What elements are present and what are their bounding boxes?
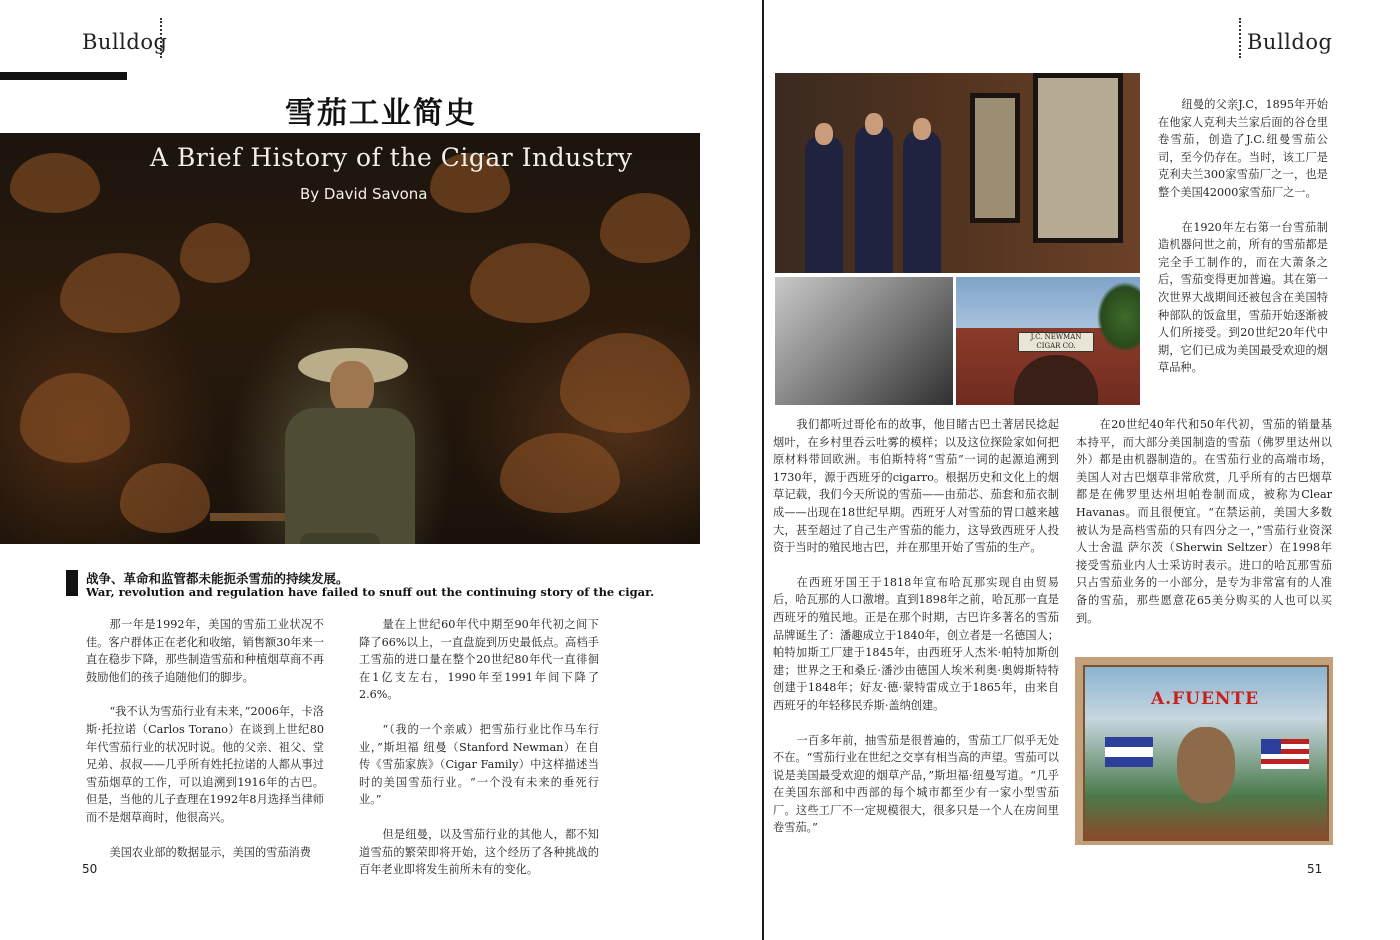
- wall-frame-portrait: [1033, 73, 1123, 243]
- paragraph: “（我的一个亲戚）把雪茄行业比作马车行业，”斯坦福 纽曼（Stanford Newman）在自传《雪茄家族》（Cigar Family）中这样描述当时的美国雪茄行业。“一个没有未来的垂死行业。”: [359, 722, 599, 807]
- left-column-1: [86, 616, 324, 878]
- man-center-head: [865, 113, 883, 135]
- photo-factory-building: [956, 277, 1140, 405]
- flag-left: [1105, 737, 1153, 767]
- wall-frame-small: [970, 93, 1020, 223]
- man-left: [805, 135, 843, 273]
- page-gutter: [762, 0, 764, 940]
- brand-header-right: Bulldog: [1247, 30, 1333, 54]
- paragraph: 美国农业部的数据显示，美国的雪茄消费: [109, 845, 311, 859]
- factory-sign: J.C. NEWMAN CIGAR CO.: [1018, 332, 1094, 352]
- article-byline: By David Savona: [300, 185, 428, 203]
- farmer-body: [285, 408, 415, 544]
- paragraph: 在20世纪40年代和50年代初，雪茄的销量基本持平，而大部分美国制造的雪茄（佛罗里达州以外）都是由机器制造的。在雪茄行业的高端市场，美国人对古巴烟草非常欣赏，几乎所有的古巴烟草都是在佛罗里达州坦帕卷制而成，被称为Clear Havanas。而且很便宜。“在禁运前，美国大多数被认为是高档雪茄的只有四分之一，”雪茄行业资深人士舍温 萨尔茨（Sherwin Seltzer）在1998年接受雪茄业内人士采访时表示。进口的哈瓦那雪茄只占雪茄业务的一小部分，是专为非常富有的人准备的雪茄，那些愿意花65美分购买的人也可以买到。: [1076, 418, 1332, 625]
- article-title-cn: 雪茄工业简史: [285, 96, 477, 131]
- man-center: [855, 125, 893, 273]
- page-number-right: 51: [1307, 862, 1323, 876]
- flag-right: [1261, 739, 1309, 769]
- man-right: [903, 130, 941, 273]
- right-column-2: [1076, 416, 1332, 644]
- header-divider-right: [1239, 18, 1241, 58]
- paragraph: 在西班牙国王于1818年宣布哈瓦那实现自由贸易后，哈瓦那的人口激增。直到1898年之前，哈瓦那一直是西班牙的殖民地。正是在那个时期，古巴许多著名的雪茄品牌诞生了：潘趣成立于1840年，创立者是一名德国人；帕特加斯工厂建于1845年，由西班牙人杰米·帕特加斯创建；世界之王和桑丘·潘沙由德国人埃米利奥·奥姆斯特特创建于1848年；好友·德·蒙特雷成立于1865年，由来自西班牙的年轻移民乔斯·盖纳创建。: [773, 575, 1059, 712]
- photo-fuente-cigar-box: [1075, 657, 1333, 845]
- brand-header-left: Bulldog: [82, 30, 168, 54]
- right-column-1: [773, 416, 1059, 854]
- paragraph: 那一年是1992年，美国的雪茄工业状况不佳。客户群体正在老化和收缩，销售额30年来一直在稳步下降，那些制造雪茄和种植烟草商不再鼓励他们的孩子追随他们的脚步。: [86, 618, 324, 684]
- page-number-left: 50: [82, 862, 98, 876]
- title-accent-bar: [0, 72, 127, 80]
- photo-vintage-illustration: [775, 277, 953, 405]
- lead-accent-bar: [66, 570, 78, 596]
- right-page: [765, 0, 1400, 940]
- header-divider-left: [160, 18, 162, 58]
- man-right-head: [913, 118, 931, 140]
- paragraph: 在1920年左右第一台雪茄制造机器问世之前，所有的雪茄都是完全手工制作的，而在大萧条之后，雪茄变得更加普遍。其在第一次世界大战期间还被包含在美国特种部队的饭盒里，雪茄开始逐渐被人们所接受。到20世纪20年代中期，它们已成为美国最受欢迎的烟草品种。: [1158, 220, 1328, 375]
- man-left-head: [815, 123, 833, 145]
- lead-cn: 战争、革命和监管都未能扼杀雪茄的持续发展。: [86, 571, 349, 586]
- paragraph: 但是纽曼，以及雪茄行业的其他人，都不知道雪茄的繁荣即将开始，这个经历了各种挑战的百年老业即将发生前所未有的变化。: [359, 827, 599, 877]
- box-brand: A.FUENTE: [1150, 689, 1260, 709]
- farmer-head: [330, 361, 374, 415]
- box-portrait: [1177, 727, 1235, 803]
- photo-newman-family: [775, 73, 1140, 273]
- paragraph: “我不认为雪茄行业有未来，”2006年，卡洛斯·托拉诺（Carlos Torano）在谈到上世纪80年代雪茄行业的状况时说。他的父亲、祖父、堂兄弟、叔叔——几乎所有姓托拉诺的人都从事过雪茄烟草的工作，可以追溯到1916年的古巴。但是，当他的儿子查理在1992年8月选择当律师而不是烟草商时，他很高兴。: [86, 705, 324, 824]
- paragraph: 纽曼的父亲J.C，1895年开始在他家人克利夫兰家后面的谷仓里卷雪茄，创造了J.C.纽曼雪茄公司，至今仍存在。当时，该工厂是克利夫兰300家雪茄厂之一，也是整个美国42000家雪茄厂之一。: [1158, 98, 1328, 199]
- article-title-en: A Brief History of the Cigar Industry: [150, 143, 633, 172]
- paragraph: 我们都听过哥伦布的故事，他目睹古巴土著居民捻起烟叶，在乡村里吞云吐雾的模样；以及这位探险家如何把原材料带回欧洲。韦伯斯特将“雪茄”一词的起源追溯到1730年，源于西班牙的cigarro。根据历史和文化上的烟草记载，我们今天所说的雪茄——由茄芯、茄套和茄衣制成——出现在18世纪早期。西班牙人对雪茄的胃口越来越大，甚至超过了自己生产雪茄的能力，这导致西班牙人投资于当时的殖民地古巴，并在那里开始了雪茄的生产。: [773, 418, 1059, 555]
- left-column-2: [359, 616, 599, 896]
- box-artwork: [1083, 665, 1329, 841]
- farmer-legs: [300, 533, 380, 544]
- paragraph: 一百多年前，抽雪茄是很普遍的，雪茄工厂似乎无处不在。“雪茄行业在世纪之交享有相当高的声望。雪茄可以说是美国最受欢迎的烟草产品，”斯坦福·纽曼写道。“几乎在美国东部和中西部的每个城市都至少有一家小型雪茄厂。这些工厂不一定规模很大，很多只是一个人在房间里卷雪茄。”: [773, 733, 1059, 835]
- hero-photo-tobacco-barn: [0, 133, 700, 544]
- paragraph: 量在上世纪60年代中期至90年代初之间下降了66%以上，一直盘旋到历史最低点。高档手工雪茄的进口量在整个20世纪80年代一直徘徊在1亿支左右，1990年至1991年间下降了2.6%。: [359, 618, 599, 702]
- right-top-column: [1158, 96, 1328, 394]
- lead-en: War, revolution and regulation have failed to snuff out the continuing story of the cigar.: [86, 585, 655, 599]
